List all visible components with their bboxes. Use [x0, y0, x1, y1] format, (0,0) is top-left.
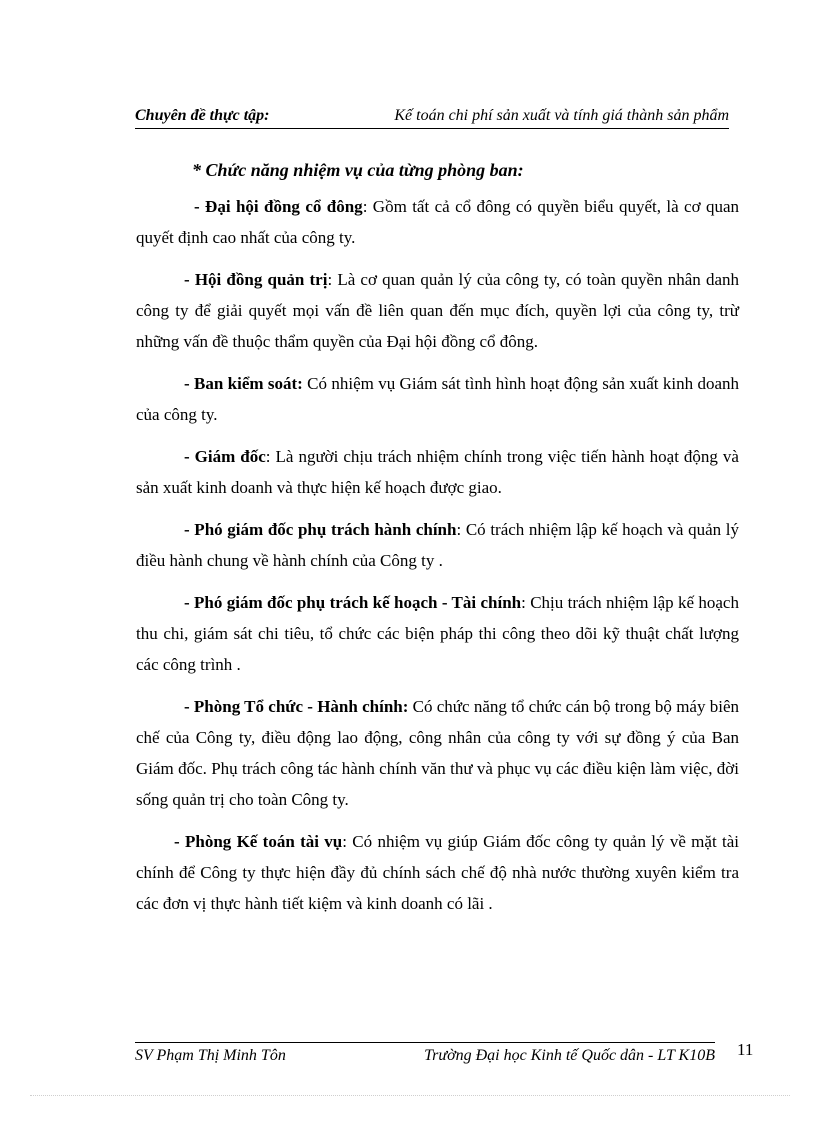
page-number: 11	[737, 1040, 754, 1059]
page-footer	[135, 1042, 715, 1069]
page-edge-divider	[30, 1095, 790, 1096]
term: - Phòng Kế toán tài vụ	[174, 832, 343, 851]
paragraph-hoi-dong-quan-tri	[136, 264, 739, 357]
term: - Đại hội đồng cổ đông	[194, 197, 363, 216]
description: : Chịu trách nhiệm lập kế hoạch thu chi, giám sát chi tiêu, tổ chức các biện pháp thi công theo dõi kỹ thuật chất lượng các công trình .	[136, 593, 739, 674]
description: : Gồm tất cả cổ đông có quyền biểu quyết, là cơ quan quyết định cao nhất của công ty.	[136, 197, 740, 247]
paragraph-phong-ke-toan-tai-vu	[136, 826, 739, 919]
description: : Có nhiệm vụ giúp Giám đốc công ty quản lý về mặt tài chính để Công ty thực hiện đầy đủ chính sách chế độ nhà nước thường xuyên kiểm tra các đơn vị thực hành tiết kiệm và kinh doanh có lãi .	[136, 832, 739, 913]
description: Có chức năng tổ chức cán bộ trong bộ máy biên chế của Công ty, điều động lao động, công nhân của công ty với sự đồng ý của Ban Giám đốc. Phụ trách công tác hành chính văn thư và phục vụ các điều kiện làm việc, đời sống quản trị cho toàn Công ty.	[136, 697, 739, 809]
term: - Phó giám đốc phụ trách kế hoạch - Tài chính	[184, 593, 522, 612]
footer-school-name: Trường Đại học Kinh tế Quốc dân - LT K10B	[424, 1047, 715, 1064]
paragraph-phong-to-chuc-hanh-chinh	[136, 691, 739, 815]
header-topic-label: Chuyên đề thực tập:	[135, 107, 270, 124]
term: - Hội đồng quản trị	[184, 270, 328, 289]
description: : Có trách nhiệm lập kế hoạch và quản lý điều hành chung về hành chính của Công ty .	[136, 520, 740, 570]
term: - Phòng Tổ chức - Hành chính:	[184, 697, 409, 716]
document-body	[136, 155, 739, 930]
section-title: * Chức năng nhiệm vụ của từng phòng ban:	[192, 160, 524, 180]
paragraph-ban-kiem-soat	[136, 368, 739, 430]
paragraph-giam-doc	[136, 441, 739, 503]
description: : Là cơ quan quản lý của công ty, có toàn quyền nhân danh công ty để giải quyết mọi vấn đề liên quan đến mục đích, quyền lợi của công ty, trừ những vấn đề thuộc thẩm quyền của Đại hội đồng cổ đông.	[136, 270, 739, 351]
term: - Phó giám đốc phụ trách hành chính	[184, 520, 457, 539]
paragraph-pho-giam-doc-ke-hoach-tai-chinh	[136, 587, 739, 680]
page-header	[135, 104, 729, 129]
description: Có nhiệm vụ Giám sát tình hình hoạt động sản xuất kinh doanh của công ty.	[136, 374, 739, 424]
paragraph-dai-hoi-dong-co-dong	[136, 191, 739, 253]
paragraph-pho-giam-doc-hanh-chinh	[136, 514, 739, 576]
term: - Ban kiểm soát:	[184, 374, 303, 393]
footer-student-name: SV Phạm Thị Minh Tôn	[135, 1047, 286, 1064]
description: : Là người chịu trách nhiệm chính trong việc tiến hành hoạt động và sản xuất kinh doanh và thực hiện kế hoạch được giao.	[136, 447, 739, 497]
term: - Giám đốc	[184, 447, 266, 466]
header-topic-title: Kế toán chi phí sản xuất và tính giá thành sản phẩm	[394, 107, 729, 124]
